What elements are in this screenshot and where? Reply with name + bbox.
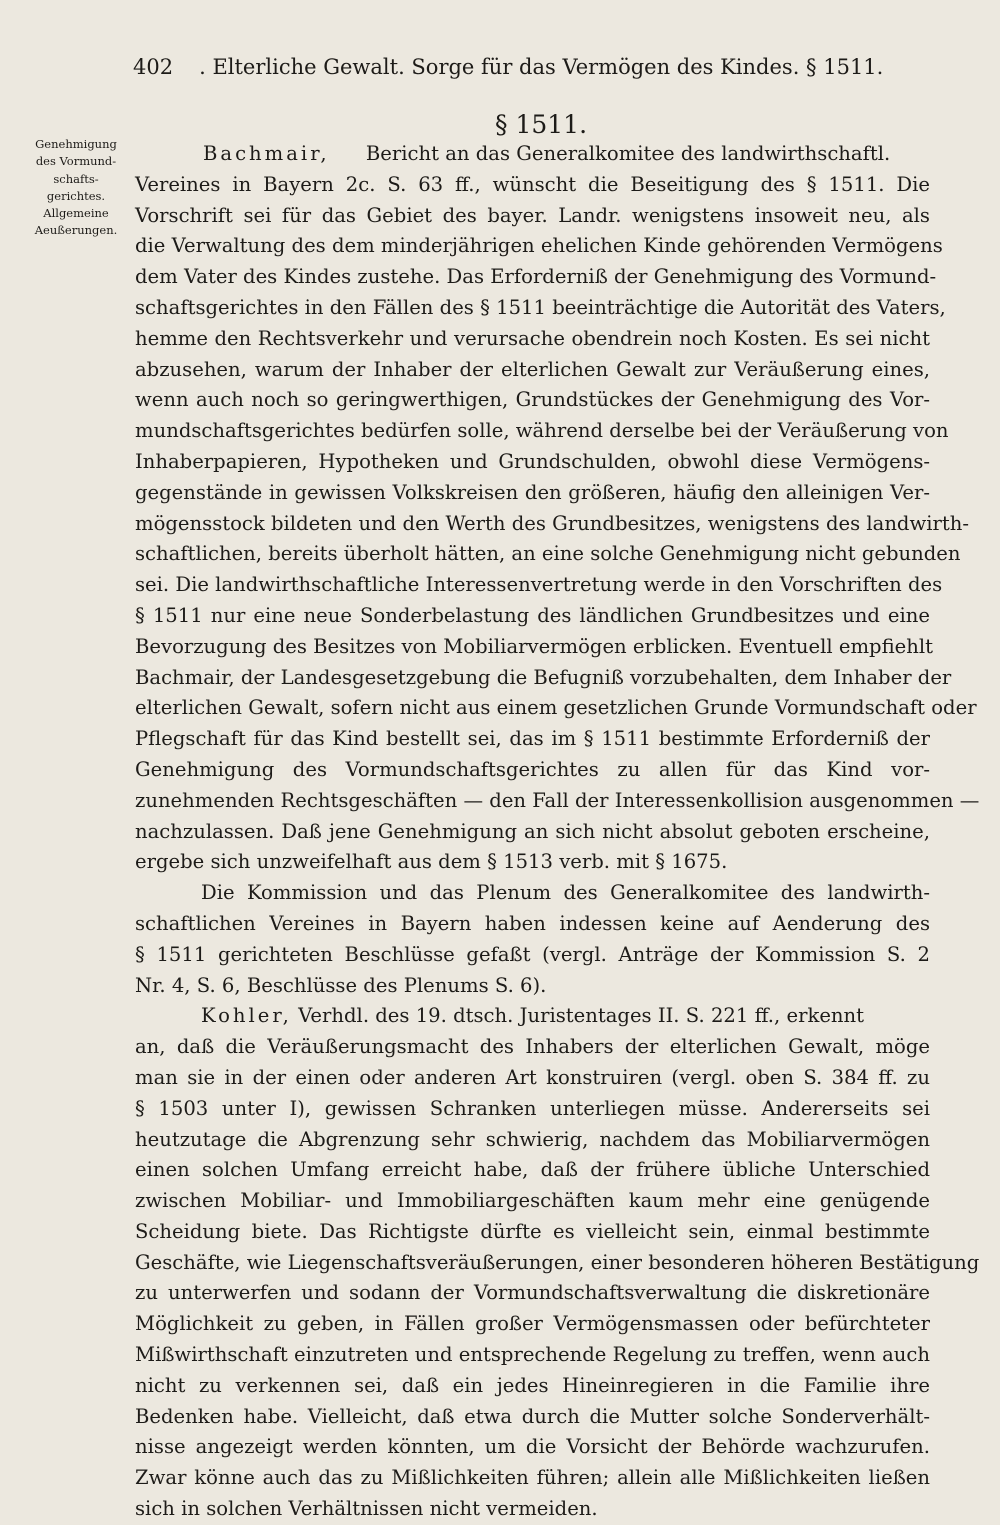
- text-line: Bedenken habe. Vielleicht, daß etwa durch die Mutter solche Sonderverhält-: [135, 1404, 930, 1428]
- text-line: man sie in der einen oder anderen Art konstruiren (vergl. oben S. 384 ff. zu: [135, 1065, 930, 1089]
- text-line: an, daß die Veräußerungsmacht des Inhabers der elterlichen Gewalt, möge: [135, 1035, 930, 1059]
- text-line: hemme den Rechtsverkehr und verursache obendrein noch Kosten. Es sei nicht: [135, 326, 930, 350]
- text-line: [135, 139, 930, 170]
- text-line: dem Vater des Kindes zustehe. Das Erforderniß der Genehmigung des Vormund-: [135, 265, 937, 289]
- text-line: sich in solchen Verhältnissen nicht vermeiden.: [135, 1497, 598, 1521]
- text-line: ergebe sich unzweifelhaft aus dem § 1513 verb. mit § 1675.: [135, 850, 728, 874]
- author-name: Bachmair,: [203, 142, 330, 165]
- text-line: abzusehen, warum der Inhaber der elterlichen Gewalt zur Veräußerung eines,: [135, 357, 930, 381]
- text-line: § 1503 unter I), gewissen Schranken unterliegen müsse. Andererseits sei: [135, 1096, 930, 1120]
- margin-note: Aeußerungen.: [34, 223, 118, 238]
- margin-note: gerichtes.: [46, 188, 106, 203]
- margin-note: des Vormund-: [35, 154, 117, 169]
- running-title: . Elterliche Gewalt. Sorge für das Vermögen des Kindes. § 1511.: [199, 55, 884, 79]
- text-line: gegenstände in gewissen Volkskreisen den größeren, häufig den alleinigen Ver-: [135, 480, 930, 504]
- text-line: Vorschrift sei für das Gebiet des bayer. Landr. wenigstens insoweit neu, als: [135, 203, 930, 227]
- text-line: einen solchen Umfang erreicht habe, daß der frühere übliche Unterschied: [135, 1158, 930, 1182]
- text-line: Bevorzugung des Besitzes von Mobiliarvermögen erblicken. Eventuell empfiehlt: [135, 634, 934, 658]
- text-segment: Verhdl. des 19. dtsch. Juristentages II. S. 221 ff., erkennt: [291, 1004, 865, 1028]
- text-segment: Bericht an das Generalkomitee des landwirthschaftl.: [359, 142, 891, 165]
- margin-note: schafts-: [53, 171, 99, 186]
- text-line: § 1511 gerichteten Beschlüsse gefaßt (vergl. Anträge der Kommission S. 2: [135, 942, 930, 966]
- text-line: Zwar könne auch das zu Mißlichkeiten führen; allein alle Mißlichkeiten ließen: [135, 1466, 930, 1490]
- running-header: [133, 55, 933, 79]
- text-line: schaftsgerichtes in den Fällen des § 1511 beeinträchtige die Autorität des Vaters,: [135, 295, 946, 319]
- text-line: Möglichkeit zu geben, in Fällen großer Vermögensmassen oder befürchteter: [135, 1312, 930, 1336]
- text-line: schaftlichen Vereines in Bayern haben indessen keine auf Aenderung des: [135, 911, 930, 935]
- text-line: Pflegschaft für das Kind bestellt sei, das im § 1511 bestimmte Erforderniß der: [135, 727, 930, 751]
- text-line: § 1511 nur eine neue Sonderbelastung des ländlichen Grundbesitzes und eine: [135, 603, 930, 627]
- text-line: mundschaftsgerichtes bedürfen solle, während derselbe bei der Veräußerung von: [135, 419, 949, 443]
- text-line: zunehmenden Rechtsgeschäften — den Fall der Interessenkollision ausgenommen —: [135, 788, 980, 812]
- text-line: Geschäfte, wie Liegenschaftsveräußerungen, einer besonderen höheren Bestätigung: [135, 1250, 980, 1274]
- text-line: sei. Die landwirthschaftliche Interessenvertretung werde in den Vorschriften des: [135, 573, 943, 597]
- text-line: Nr. 4, S. 6, Beschlüsse des Plenums S. 6).: [135, 973, 547, 997]
- text-line: Vereines in Bayern 2c. S. 63 ff., wünscht die Beseitigung des § 1511. Die: [135, 172, 930, 196]
- text-line: Mißwirthschaft einzutreten und entsprechende Regelung zu treffen, wenn auch: [135, 1343, 930, 1367]
- text-line: die Verwaltung des dem minderjährigen ehelichen Kinde gehörenden Vermögens: [135, 234, 943, 258]
- text-line: zwischen Mobiliar- und Immobiliargeschäften kaum mehr eine genügende: [135, 1189, 930, 1213]
- author-name: Kohler,: [201, 1004, 292, 1028]
- section-heading: § 1511.: [495, 110, 588, 139]
- text-line: elterlichen Gewalt, sofern nicht aus einem gesetzlichen Grunde Vormundschaft oder: [135, 696, 977, 720]
- margin-note: Genehmigung: [35, 137, 117, 151]
- text-line: schaftlichen, bereits überholt hätten, an eine solche Genehmigung nicht gebunden: [135, 542, 961, 566]
- text-line: nicht zu verkennen sei, daß ein jedes Hineinregieren in die Familie ihre: [135, 1373, 930, 1397]
- text-line: Scheidung biete. Das Richtigste dürfte es vielleicht sein, einmal bestimmte: [135, 1219, 930, 1243]
- body-text: [135, 139, 980, 1525]
- margin-note: Allgemeine: [43, 206, 109, 221]
- text-line: wenn auch noch so geringwerthigen, Grundstückes der Genehmigung des Vor-: [135, 388, 930, 412]
- text-line: nisse angezeigt werden könnten, um die Vorsicht der Behörde wachzurufen.: [135, 1435, 930, 1459]
- text-line: Die Kommission und das Plenum des Generalkomitee des landwirth-: [201, 881, 930, 905]
- page-number: 402: [133, 55, 174, 79]
- text-line: Genehmigung des Vormundschaftsgerichtes zu allen für das Kind vor-: [135, 757, 930, 781]
- text-line: Inhaberpapieren, Hypotheken und Grundschulden, obwohl diese Vermögens-: [135, 449, 930, 473]
- text-line: heutzutage die Abgrenzung sehr schwierig, nachdem das Mobiliarvermögen: [135, 1127, 930, 1151]
- text-line: zu unterwerfen und sodann der Vormundschaftsverwaltung die diskretionäre: [135, 1281, 930, 1305]
- text-line: Bachmair, der Landesgesetzgebung die Befugniß vorzubehalten, dem Inhaber der: [135, 665, 952, 689]
- text-line: nachzulassen. Daß jene Genehmigung an sich nicht absolut geboten erscheine,: [135, 819, 930, 843]
- margin-notes: [20, 136, 132, 240]
- text-line: [135, 1001, 930, 1032]
- text-line: mögensstock bildeten und den Werth des Grundbesitzes, wenigstens des landwirth-: [135, 511, 969, 535]
